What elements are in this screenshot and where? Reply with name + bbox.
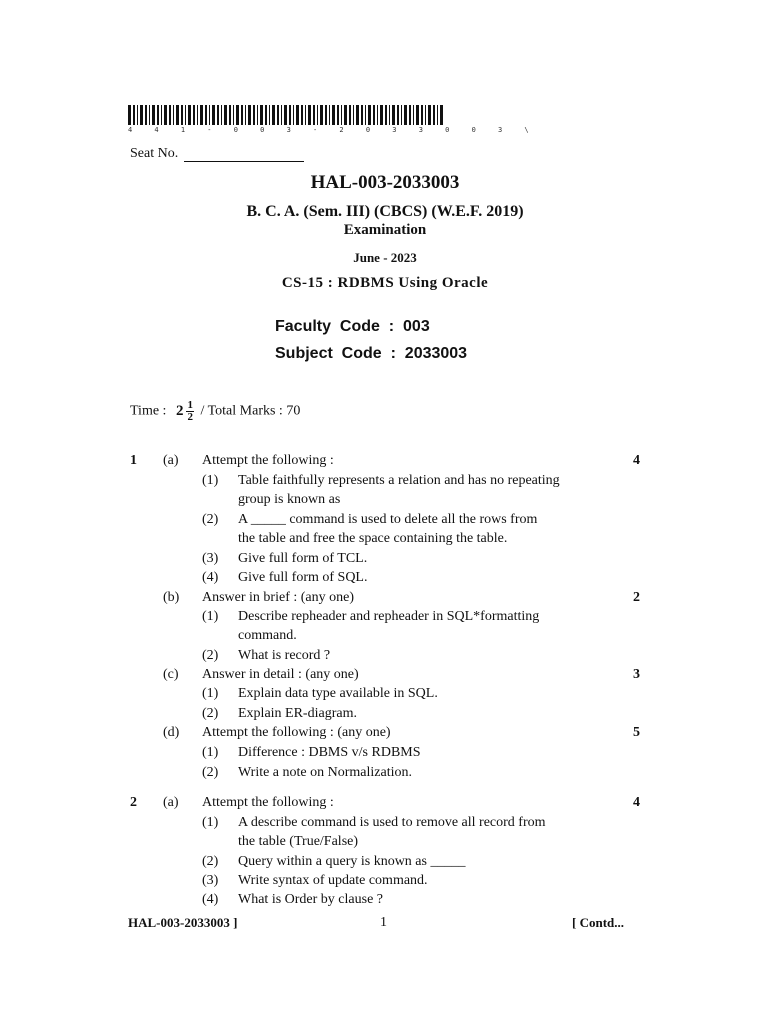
question-line: (4) xyxy=(202,570,219,585)
time-fraction-den: 2 xyxy=(187,411,193,423)
question-line: (a) xyxy=(163,453,179,468)
question-line: Attempt the following : xyxy=(202,453,334,468)
question-line: (2) xyxy=(202,765,219,780)
footer-code: HAL-003-2033003 ] xyxy=(128,915,238,930)
question-line: Explain data type available in SQL. xyxy=(238,686,438,701)
question-line: (1) xyxy=(202,815,219,830)
question-line: (1) xyxy=(202,609,219,624)
question-line: group is known as xyxy=(238,492,341,507)
faculty-code: Faculty Code : 003 xyxy=(275,318,430,335)
question-line: Write syntax of update command. xyxy=(238,873,428,888)
page-number: 1 xyxy=(380,915,387,930)
barcode-digits: 4 4 1 - 0 0 3 - 2 0 3 3 0 0 3 \ xyxy=(128,126,538,134)
question-line: command. xyxy=(238,628,297,643)
seat-no-label: Seat No. xyxy=(130,146,179,161)
seat-no-blank xyxy=(184,149,304,162)
barcode xyxy=(128,105,443,125)
question-line: Attempt the following : xyxy=(202,795,334,810)
question-line: 1 xyxy=(130,453,137,468)
question-line: (d) xyxy=(163,725,180,740)
question-line: (2) xyxy=(202,854,219,869)
question-line: (3) xyxy=(202,551,219,566)
question-line: the table and free the space containing the table. xyxy=(238,531,508,546)
question-line: A _____ command is used to delete all the rows from xyxy=(238,512,538,527)
marks-value: 4 xyxy=(633,795,640,810)
subject-code: Subject Code : 2033003 xyxy=(275,345,468,362)
question-line: (1) xyxy=(202,745,219,760)
exam-label: Examination xyxy=(343,222,427,238)
time-fraction xyxy=(186,400,194,423)
marks-value: 2 xyxy=(633,590,640,605)
question-line: Describe repheader and repheader in SQL*formatting xyxy=(238,609,540,624)
exam-date: June - 2023 xyxy=(353,250,417,265)
total-marks: / Total Marks : 70 xyxy=(200,403,301,419)
question-line: Difference : DBMS v/s RDBMS xyxy=(238,745,421,760)
question-line: Write a note on Normalization. xyxy=(238,765,412,780)
question-line: Attempt the following : (any one) xyxy=(202,725,391,740)
question-line: (3) xyxy=(202,873,219,888)
question-line: (4) xyxy=(202,892,219,907)
question-line: What is Order by clause ? xyxy=(238,892,383,907)
question-line: (2) xyxy=(202,706,219,721)
paper-code: HAL-003-2033003 xyxy=(310,172,460,193)
time-whole: 2 xyxy=(175,402,184,419)
question-line: Answer in brief : (any one) xyxy=(202,590,355,605)
question-line: (2) xyxy=(202,512,219,527)
time-label: Time : xyxy=(130,403,167,419)
question-line: (b) xyxy=(163,590,180,605)
course-title: B. C. A. (Sem. III) (CBCS) (W.E.F. 2019) xyxy=(246,203,524,220)
question-line: the table (True/False) xyxy=(238,834,359,849)
question-line: A describe command is used to remove all record from xyxy=(238,815,546,830)
question-line: Table faithfully represents a relation and has no repeating xyxy=(238,473,560,488)
question-line: Answer in detail : (any one) xyxy=(202,667,359,682)
question-line: Give full form of TCL. xyxy=(238,551,368,566)
question-line: Query within a query is known as _____ xyxy=(238,854,466,869)
question-line: 2 xyxy=(130,795,137,810)
question-line: (1) xyxy=(202,686,219,701)
time-fraction-num: 1 xyxy=(187,399,193,411)
question-line: Give full form of SQL. xyxy=(238,570,368,585)
continued-label: [ Contd... xyxy=(572,915,625,930)
question-line: (a) xyxy=(163,795,179,810)
time-marks xyxy=(130,400,300,423)
subject-title: CS-15 : RDBMS Using Oracle xyxy=(281,275,489,291)
question-line: (1) xyxy=(202,473,219,488)
seat-no xyxy=(130,146,304,162)
question-line: What is record ? xyxy=(238,648,331,663)
question-line: (2) xyxy=(202,648,219,663)
marks-value: 3 xyxy=(633,667,640,682)
question-line: Explain ER-diagram. xyxy=(238,706,357,721)
marks-value: 5 xyxy=(633,725,640,740)
question-line: (c) xyxy=(163,667,179,682)
marks-value: 4 xyxy=(633,453,640,468)
